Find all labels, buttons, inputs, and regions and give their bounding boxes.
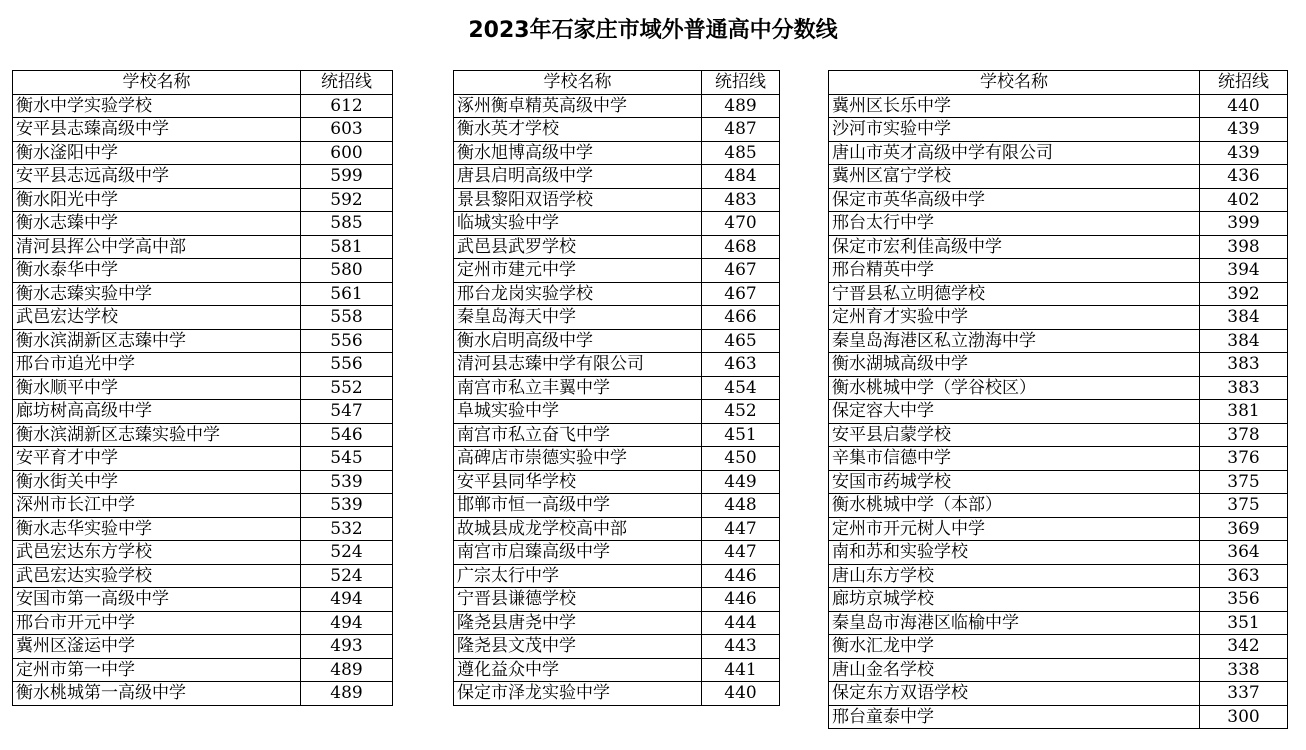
table-row bbox=[454, 658, 780, 682]
page-title: 2023年石家庄市域外普通高中分数线 bbox=[468, 18, 838, 43]
school-name-cell: 阜城实验中学 bbox=[454, 400, 702, 424]
table-row bbox=[13, 470, 393, 494]
score-cell: 376 bbox=[1200, 447, 1288, 471]
score-cell: 375 bbox=[1200, 494, 1288, 518]
score-table-2 bbox=[453, 70, 780, 706]
school-name-cell: 安平县志臻高级中学 bbox=[13, 118, 301, 142]
score-cell: 337 bbox=[1200, 682, 1288, 706]
school-name-cell: 衡水中学实验学校 bbox=[13, 94, 301, 118]
table-row bbox=[13, 611, 393, 635]
table-row bbox=[829, 564, 1288, 588]
score-cell: 342 bbox=[1200, 635, 1288, 659]
table-row bbox=[829, 541, 1288, 565]
table-row bbox=[13, 259, 393, 283]
score-cell: 463 bbox=[702, 353, 780, 377]
score-cell: 489 bbox=[702, 94, 780, 118]
school-name-cell: 隆尧县文茂中学 bbox=[454, 635, 702, 659]
school-name-cell: 定州市第一中学 bbox=[13, 658, 301, 682]
score-cell: 603 bbox=[301, 118, 393, 142]
score-cell: 440 bbox=[1200, 94, 1288, 118]
score-cell: 446 bbox=[702, 588, 780, 612]
table-row bbox=[829, 470, 1288, 494]
table-row bbox=[13, 517, 393, 541]
school-name-cell: 保定东方双语学校 bbox=[829, 682, 1200, 706]
score-cell: 532 bbox=[301, 517, 393, 541]
school-name-cell: 邢台精英中学 bbox=[829, 259, 1200, 283]
table-row bbox=[829, 423, 1288, 447]
school-name-cell: 冀州区富宁学校 bbox=[829, 165, 1200, 189]
table-row bbox=[13, 682, 393, 706]
table-row bbox=[454, 353, 780, 377]
school-name-cell: 遵化益众中学 bbox=[454, 658, 702, 682]
score-cell: 383 bbox=[1200, 376, 1288, 400]
table-row bbox=[829, 588, 1288, 612]
table-row bbox=[13, 306, 393, 330]
school-name-cell: 广宗太行中学 bbox=[454, 564, 702, 588]
score-table-1 bbox=[12, 70, 393, 706]
school-name-cell: 邢台太行中学 bbox=[829, 212, 1200, 236]
score-cell: 467 bbox=[702, 259, 780, 283]
school-name-cell: 唐山市英才高级中学有限公司 bbox=[829, 141, 1200, 165]
score-cell: 483 bbox=[702, 188, 780, 212]
school-name-cell: 清河县挥公中学高中部 bbox=[13, 235, 301, 259]
school-name-cell: 安平县启蒙学校 bbox=[829, 423, 1200, 447]
school-name-cell: 秦皇岛海港区私立渤海中学 bbox=[829, 329, 1200, 353]
school-name-cell: 武邑宏达学校 bbox=[13, 306, 301, 330]
school-name-cell: 南宫市私立奋飞中学 bbox=[454, 423, 702, 447]
school-name-cell: 沙河市实验中学 bbox=[829, 118, 1200, 142]
school-name-cell: 衡水启明高级中学 bbox=[454, 329, 702, 353]
column-header-score: 统招线 bbox=[1200, 71, 1288, 95]
column-header-school-name: 学校名称 bbox=[454, 71, 702, 95]
table-row bbox=[454, 329, 780, 353]
school-name-cell: 冀州区长乐中学 bbox=[829, 94, 1200, 118]
school-name-cell: 安国市第一高级中学 bbox=[13, 588, 301, 612]
table-row bbox=[829, 611, 1288, 635]
score-cell: 363 bbox=[1200, 564, 1288, 588]
table-row bbox=[454, 94, 780, 118]
school-name-cell: 秦皇岛市海港区临榆中学 bbox=[829, 611, 1200, 635]
table-row bbox=[13, 188, 393, 212]
table-row bbox=[454, 165, 780, 189]
table-row bbox=[829, 118, 1288, 142]
table-row bbox=[829, 235, 1288, 259]
school-name-cell: 隆尧县唐尧中学 bbox=[454, 611, 702, 635]
score-cell: 494 bbox=[301, 588, 393, 612]
score-cell: 493 bbox=[301, 635, 393, 659]
table-row bbox=[829, 400, 1288, 424]
school-name-cell: 衡水汇龙中学 bbox=[829, 635, 1200, 659]
score-cell: 612 bbox=[301, 94, 393, 118]
table-row bbox=[454, 682, 780, 706]
score-cell: 364 bbox=[1200, 541, 1288, 565]
table-row bbox=[13, 212, 393, 236]
score-cell: 448 bbox=[702, 494, 780, 518]
school-name-cell: 保定市宏利佳高级中学 bbox=[829, 235, 1200, 259]
table-row bbox=[454, 306, 780, 330]
table-row bbox=[829, 447, 1288, 471]
column-header-school-name: 学校名称 bbox=[13, 71, 301, 95]
table-row bbox=[454, 635, 780, 659]
score-cell: 369 bbox=[1200, 517, 1288, 541]
table-row bbox=[13, 635, 393, 659]
table-row bbox=[454, 376, 780, 400]
score-cell: 524 bbox=[301, 541, 393, 565]
table-row bbox=[454, 188, 780, 212]
score-cell: 454 bbox=[702, 376, 780, 400]
school-name-cell: 深州市长江中学 bbox=[13, 494, 301, 518]
score-cell: 392 bbox=[1200, 282, 1288, 306]
table-row bbox=[454, 212, 780, 236]
table-row bbox=[829, 259, 1288, 283]
school-name-cell: 宁晋县私立明德学校 bbox=[829, 282, 1200, 306]
table-row bbox=[829, 517, 1288, 541]
school-name-cell: 衡水滨湖新区志臻中学 bbox=[13, 329, 301, 353]
table-row bbox=[829, 658, 1288, 682]
score-cell: 484 bbox=[702, 165, 780, 189]
score-cell: 443 bbox=[702, 635, 780, 659]
score-cell: 447 bbox=[702, 541, 780, 565]
score-cell: 378 bbox=[1200, 423, 1288, 447]
school-name-cell: 保定市英华高级中学 bbox=[829, 188, 1200, 212]
score-cell: 451 bbox=[702, 423, 780, 447]
table-row bbox=[829, 635, 1288, 659]
school-name-cell: 衡水志臻中学 bbox=[13, 212, 301, 236]
score-cell: 351 bbox=[1200, 611, 1288, 635]
score-cell: 356 bbox=[1200, 588, 1288, 612]
score-cell: 466 bbox=[702, 306, 780, 330]
score-cell: 447 bbox=[702, 517, 780, 541]
score-cell: 487 bbox=[702, 118, 780, 142]
table-row bbox=[13, 118, 393, 142]
score-cell: 444 bbox=[702, 611, 780, 635]
score-cell: 489 bbox=[301, 682, 393, 706]
school-name-cell: 衡水街关中学 bbox=[13, 470, 301, 494]
score-cell: 585 bbox=[301, 212, 393, 236]
score-cell: 556 bbox=[301, 329, 393, 353]
table-row bbox=[829, 682, 1288, 706]
score-cell: 600 bbox=[301, 141, 393, 165]
score-cell: 558 bbox=[301, 306, 393, 330]
score-cell: 338 bbox=[1200, 658, 1288, 682]
table-row bbox=[454, 517, 780, 541]
table-row bbox=[13, 494, 393, 518]
school-name-cell: 临城实验中学 bbox=[454, 212, 702, 236]
score-cell: 552 bbox=[301, 376, 393, 400]
table-row bbox=[829, 494, 1288, 518]
column-header-score: 统招线 bbox=[702, 71, 780, 95]
school-name-cell: 衡水滏阳中学 bbox=[13, 141, 301, 165]
score-cell: 467 bbox=[702, 282, 780, 306]
table-row bbox=[454, 141, 780, 165]
school-name-cell: 衡水桃城第一高级中学 bbox=[13, 682, 301, 706]
score-cell: 449 bbox=[702, 470, 780, 494]
score-cell: 300 bbox=[1200, 705, 1288, 729]
table-row bbox=[829, 141, 1288, 165]
school-name-cell: 唐山东方学校 bbox=[829, 564, 1200, 588]
school-name-cell: 衡水顺平中学 bbox=[13, 376, 301, 400]
table-row bbox=[13, 541, 393, 565]
score-cell: 546 bbox=[301, 423, 393, 447]
table-row bbox=[454, 564, 780, 588]
school-name-cell: 清河县志臻中学有限公司 bbox=[454, 353, 702, 377]
table-row bbox=[829, 329, 1288, 353]
score-cell: 402 bbox=[1200, 188, 1288, 212]
table-row bbox=[829, 376, 1288, 400]
table-row bbox=[454, 400, 780, 424]
score-cell: 489 bbox=[301, 658, 393, 682]
school-name-cell: 安平县同华学校 bbox=[454, 470, 702, 494]
school-name-cell: 武邑宏达实验学校 bbox=[13, 564, 301, 588]
column-header-score: 统招线 bbox=[301, 71, 393, 95]
table-row bbox=[13, 141, 393, 165]
header-row bbox=[13, 71, 393, 95]
table-row bbox=[13, 658, 393, 682]
table-row bbox=[454, 447, 780, 471]
table-row bbox=[454, 235, 780, 259]
score-cell: 450 bbox=[702, 447, 780, 471]
score-cell: 494 bbox=[301, 611, 393, 635]
school-name-cell: 廊坊京城学校 bbox=[829, 588, 1200, 612]
score-cell: 556 bbox=[301, 353, 393, 377]
school-name-cell: 廊坊树高高级中学 bbox=[13, 400, 301, 424]
table-row bbox=[13, 564, 393, 588]
score-cell: 452 bbox=[702, 400, 780, 424]
school-name-cell: 南和苏和实验学校 bbox=[829, 541, 1200, 565]
table-row bbox=[829, 306, 1288, 330]
table-row bbox=[454, 494, 780, 518]
score-cell: 539 bbox=[301, 494, 393, 518]
school-name-cell: 唐县启明高级中学 bbox=[454, 165, 702, 189]
school-name-cell: 定州市建元中学 bbox=[454, 259, 702, 283]
score-cell: 439 bbox=[1200, 118, 1288, 142]
school-name-cell: 衡水志华实验中学 bbox=[13, 517, 301, 541]
score-cell: 599 bbox=[301, 165, 393, 189]
table-row bbox=[454, 588, 780, 612]
score-cell: 439 bbox=[1200, 141, 1288, 165]
score-cell: 468 bbox=[702, 235, 780, 259]
score-cell: 547 bbox=[301, 400, 393, 424]
score-cell: 581 bbox=[301, 235, 393, 259]
score-table-3 bbox=[828, 70, 1288, 729]
score-cell: 580 bbox=[301, 259, 393, 283]
table-row bbox=[13, 588, 393, 612]
score-cell: 384 bbox=[1200, 306, 1288, 330]
school-name-cell: 定州育才实验中学 bbox=[829, 306, 1200, 330]
school-name-cell: 衡水志臻实验中学 bbox=[13, 282, 301, 306]
school-name-cell: 唐山金名学校 bbox=[829, 658, 1200, 682]
school-name-cell: 定州市开元树人中学 bbox=[829, 517, 1200, 541]
table-row bbox=[829, 188, 1288, 212]
score-cell: 384 bbox=[1200, 329, 1288, 353]
school-name-cell: 景县黎阳双语学校 bbox=[454, 188, 702, 212]
school-name-cell: 衡水英才学校 bbox=[454, 118, 702, 142]
school-name-cell: 衡水滨湖新区志臻实验中学 bbox=[13, 423, 301, 447]
table-row bbox=[13, 165, 393, 189]
table-row bbox=[454, 470, 780, 494]
table-row bbox=[829, 282, 1288, 306]
table-row bbox=[13, 423, 393, 447]
table-row bbox=[13, 400, 393, 424]
table-row bbox=[454, 118, 780, 142]
school-name-cell: 邢台龙岗实验学校 bbox=[454, 282, 702, 306]
score-cell: 381 bbox=[1200, 400, 1288, 424]
score-cell: 440 bbox=[702, 682, 780, 706]
table-row bbox=[13, 94, 393, 118]
school-name-cell: 南宫市私立丰翼中学 bbox=[454, 376, 702, 400]
table-row bbox=[13, 282, 393, 306]
score-cell: 441 bbox=[702, 658, 780, 682]
school-name-cell: 邢台市开元中学 bbox=[13, 611, 301, 635]
school-name-cell: 保定市泽龙实验中学 bbox=[454, 682, 702, 706]
score-cell: 485 bbox=[702, 141, 780, 165]
school-name-cell: 安平县志远高级中学 bbox=[13, 165, 301, 189]
score-cell: 375 bbox=[1200, 470, 1288, 494]
header-row bbox=[454, 71, 780, 95]
table-row bbox=[829, 94, 1288, 118]
school-name-cell: 邢台市追光中学 bbox=[13, 353, 301, 377]
school-name-cell: 南宫市启臻高级中学 bbox=[454, 541, 702, 565]
school-name-cell: 宁晋县谦德学校 bbox=[454, 588, 702, 612]
school-name-cell: 安平育才中学 bbox=[13, 447, 301, 471]
score-cell: 561 bbox=[301, 282, 393, 306]
school-name-cell: 秦皇岛海天中学 bbox=[454, 306, 702, 330]
school-name-cell: 衡水泰华中学 bbox=[13, 259, 301, 283]
school-name-cell: 保定容大中学 bbox=[829, 400, 1200, 424]
header-row bbox=[829, 71, 1288, 95]
table-row bbox=[454, 423, 780, 447]
score-cell: 524 bbox=[301, 564, 393, 588]
school-name-cell: 衡水旭博高级中学 bbox=[454, 141, 702, 165]
school-name-cell: 涿州衡卓精英高级中学 bbox=[454, 94, 702, 118]
school-name-cell: 衡水桃城中学（学谷校区） bbox=[829, 376, 1200, 400]
school-name-cell: 高碑店市崇德实验中学 bbox=[454, 447, 702, 471]
school-name-cell: 安国市药城学校 bbox=[829, 470, 1200, 494]
column-header-school-name: 学校名称 bbox=[829, 71, 1200, 95]
table-row bbox=[13, 329, 393, 353]
table-row bbox=[829, 165, 1288, 189]
score-cell: 399 bbox=[1200, 212, 1288, 236]
score-cell: 394 bbox=[1200, 259, 1288, 283]
score-cell: 470 bbox=[702, 212, 780, 236]
score-cell: 383 bbox=[1200, 353, 1288, 377]
school-name-cell: 武邑县武罗学校 bbox=[454, 235, 702, 259]
table-row bbox=[454, 611, 780, 635]
school-name-cell: 邢台童泰中学 bbox=[829, 705, 1200, 729]
table-row bbox=[829, 705, 1288, 729]
table-row bbox=[13, 235, 393, 259]
table-row bbox=[454, 541, 780, 565]
score-cell: 545 bbox=[301, 447, 393, 471]
school-name-cell: 衡水阳光中学 bbox=[13, 188, 301, 212]
table-row bbox=[454, 282, 780, 306]
school-name-cell: 冀州区滏运中学 bbox=[13, 635, 301, 659]
table-row bbox=[13, 353, 393, 377]
school-name-cell: 衡水湖城高级中学 bbox=[829, 353, 1200, 377]
score-cell: 436 bbox=[1200, 165, 1288, 189]
school-name-cell: 辛集市信德中学 bbox=[829, 447, 1200, 471]
school-name-cell: 故城县成龙学校高中部 bbox=[454, 517, 702, 541]
score-cell: 592 bbox=[301, 188, 393, 212]
school-name-cell: 武邑宏达东方学校 bbox=[13, 541, 301, 565]
table-row bbox=[829, 353, 1288, 377]
score-cell: 398 bbox=[1200, 235, 1288, 259]
table-row bbox=[13, 376, 393, 400]
table-row bbox=[454, 259, 780, 283]
school-name-cell: 衡水桃城中学（本部） bbox=[829, 494, 1200, 518]
table-row bbox=[829, 212, 1288, 236]
table-row bbox=[13, 447, 393, 471]
score-cell: 539 bbox=[301, 470, 393, 494]
school-name-cell: 邯郸市恒一高级中学 bbox=[454, 494, 702, 518]
score-cell: 446 bbox=[702, 564, 780, 588]
score-cell: 465 bbox=[702, 329, 780, 353]
